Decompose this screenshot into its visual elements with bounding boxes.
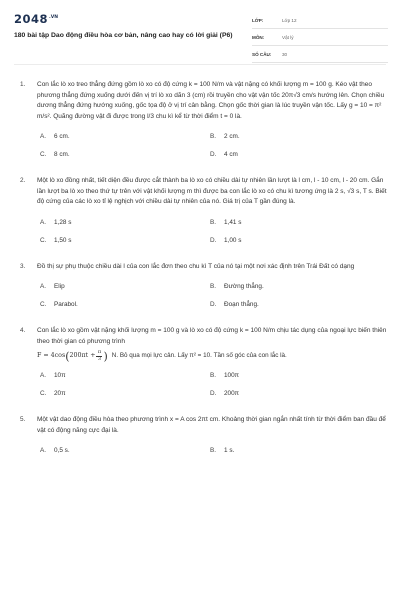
option-letter: B. xyxy=(210,218,217,226)
option-text: 2 cm. xyxy=(224,133,240,140)
option-letter: C. xyxy=(40,151,47,158)
option-text: 8 cm. xyxy=(54,151,70,158)
option-text: 1 s. xyxy=(224,447,235,454)
option-a[interactable] xyxy=(40,219,210,226)
option-b[interactable] xyxy=(210,283,380,290)
header-divider xyxy=(14,64,386,65)
option-text: 1,28 s xyxy=(54,218,72,226)
option-letter: A. xyxy=(40,372,47,379)
option-b[interactable] xyxy=(210,133,380,140)
option-d[interactable] xyxy=(210,301,380,308)
option-d[interactable] xyxy=(210,237,380,244)
option-c[interactable] xyxy=(40,301,210,308)
option-letter: A. xyxy=(40,283,47,290)
option-letter: D. xyxy=(210,151,217,158)
option-text: Đoạn thẳng. xyxy=(224,301,259,308)
option-a[interactable] xyxy=(40,372,210,379)
option-b[interactable] xyxy=(210,372,380,379)
option-letter: B. xyxy=(210,133,217,140)
option-text: 1,41 s xyxy=(224,218,242,226)
option-letter: A. xyxy=(40,447,47,454)
option-letter: C. xyxy=(40,236,47,244)
formula-lead: F = 4cos xyxy=(37,351,66,359)
option-text: 4 cm xyxy=(224,151,238,158)
answer-options xyxy=(40,447,380,454)
option-a[interactable] xyxy=(40,283,210,290)
option-c[interactable] xyxy=(40,151,210,158)
meta-table xyxy=(252,12,388,63)
question-4 xyxy=(0,326,400,397)
answer-options xyxy=(40,133,380,158)
answer-options xyxy=(40,372,380,397)
meta-row-subject xyxy=(252,29,388,46)
meta-label: LỚP: xyxy=(252,17,264,23)
option-text: Đường thẳng. xyxy=(224,283,264,290)
fraction-denominator: 3 xyxy=(97,355,102,362)
option-letter: B. xyxy=(210,447,217,454)
question-3 xyxy=(0,262,400,309)
logo-suffix: .VN xyxy=(49,15,58,21)
meta-row-class xyxy=(252,12,388,29)
question-text: Con lắc lò xo gồm vật nặng khối lượng m = 100 g và lò xo có độ cứng k = 100 N/m chịu tác dụng của ngoại lực biến thiên theo thời gian có phương trình xyxy=(37,327,387,345)
option-text: 20π xyxy=(54,390,66,397)
logo-text: 2048 xyxy=(14,12,49,26)
option-letter: A. xyxy=(40,133,47,140)
option-letter: B. xyxy=(210,372,217,379)
option-text: 200π xyxy=(224,390,240,397)
question-number: 3. xyxy=(20,262,26,270)
site-logo[interactable] xyxy=(14,12,58,26)
question-number: 2. xyxy=(20,177,26,184)
option-letter: D. xyxy=(210,236,217,244)
option-letter: B. xyxy=(210,283,217,290)
option-d[interactable] xyxy=(210,390,380,397)
answer-options xyxy=(40,283,380,308)
option-b[interactable] xyxy=(210,219,380,226)
question-5 xyxy=(0,415,400,454)
option-d[interactable] xyxy=(210,151,380,158)
option-text: 0,5 s. xyxy=(54,447,70,454)
meta-label: SỐ CÂU: xyxy=(252,51,272,57)
question-list xyxy=(0,80,400,454)
option-text: Parabol. xyxy=(54,301,78,308)
meta-row-count xyxy=(252,46,388,63)
fraction-numerator: π xyxy=(97,349,102,355)
question-2 xyxy=(0,176,400,244)
question-text: Một lò xo đồng nhất, tiết diện đều được cắt thành ba lò xo có chiều dài tự nhiên lần lượt là l cm, l - 10 cm, l - 20 cm. Gắn lần lượt ba lò xo theo thứ tự trên với vật khối lượng m thì được ba con lắc lò xo có chu kì tương ứng là 2 s, √3 s, T s. Biết độ cứng của các lò xo tỉ lệ nghịch với chiều dài tự nhiên của nó. Giá trị của T gần đúng là. xyxy=(37,177,387,205)
option-c[interactable] xyxy=(40,237,210,244)
option-letter: A. xyxy=(40,218,47,226)
meta-value: Lớp 12 xyxy=(282,17,297,23)
meta-value: 30 xyxy=(282,51,288,57)
meta-label: MÔN: xyxy=(252,34,265,40)
option-c[interactable] xyxy=(40,390,210,397)
answer-options xyxy=(40,219,380,244)
option-letter: D. xyxy=(210,390,217,397)
option-letter: C. xyxy=(40,390,47,397)
question-text: Đồ thị sự phụ thuộc chiều dài l của con lắc đơn theo chu kì T của nó tại một nơi xác định trên Trái Đất có dạng xyxy=(37,262,355,270)
option-text: 6 cm. xyxy=(54,133,70,140)
option-text: 10π xyxy=(54,372,66,379)
force-formula: F = 4cos ( 200πt + $\frac{\pi}{3}$ ) N. Bỏ qua mọi lực cản. Lấy π² = 10. Tần số góc của con lắc là. xyxy=(37,349,287,363)
document-title: 180 bài tập Dao động điều hòa cơ bản, nâng cao hay có lời giải (P6) xyxy=(14,32,233,39)
meta-value: Vật lý xyxy=(282,34,294,40)
page-header xyxy=(0,0,400,64)
option-text: 100π xyxy=(224,372,240,379)
formula-fraction xyxy=(96,350,102,362)
question-number: 1. xyxy=(20,81,26,88)
option-text: Elip xyxy=(54,283,65,290)
question-number: 4. xyxy=(20,327,26,334)
option-text: 1,50 s xyxy=(54,236,72,244)
option-text: 1,00 s xyxy=(224,236,242,244)
question-text: Con lắc lò xo treo thẳng đứng gồm lò xo có độ cứng k = 100 N/m và vật nặng có khối lượng m = 100 g. Kéo vật theo phương thẳng đứng xuống dưới đến vị trí lò xo dãn 3 (cm) rồi truyền cho vật vận tốc 20π√3 cm/s hướng lên. Chọn chiều dương thẳng đứng hướng xuống, gốc tọa độ ở vị trí cân bằng. Chọn gốc thời gian là lúc truyền vận tốc. Lấy g = 10 = π² m/s². Quãng đường vật đi được trong l/3 chu kì kể từ thời điểm t = 0 là. xyxy=(37,81,385,120)
question-number: 5. xyxy=(20,416,26,423)
formula-trail: N. Bỏ qua mọi lực cản. Lấy π² = 10. Tần số góc của con lắc là. xyxy=(111,351,287,359)
question-text: Một vật dao động điều hòa theo phương trình x = A cos 2πt cm. Khoảng thời gian ngắn nhất tính từ thời điểm ban đầu để vật có động năng cực đại là. xyxy=(37,416,386,434)
option-b[interactable] xyxy=(210,447,380,454)
option-a[interactable] xyxy=(40,133,210,140)
option-a[interactable] xyxy=(40,447,210,454)
option-letter: C. xyxy=(40,301,47,308)
question-1 xyxy=(0,80,400,158)
option-letter: D. xyxy=(210,301,217,308)
formula-inner: 200πt + xyxy=(69,351,96,359)
